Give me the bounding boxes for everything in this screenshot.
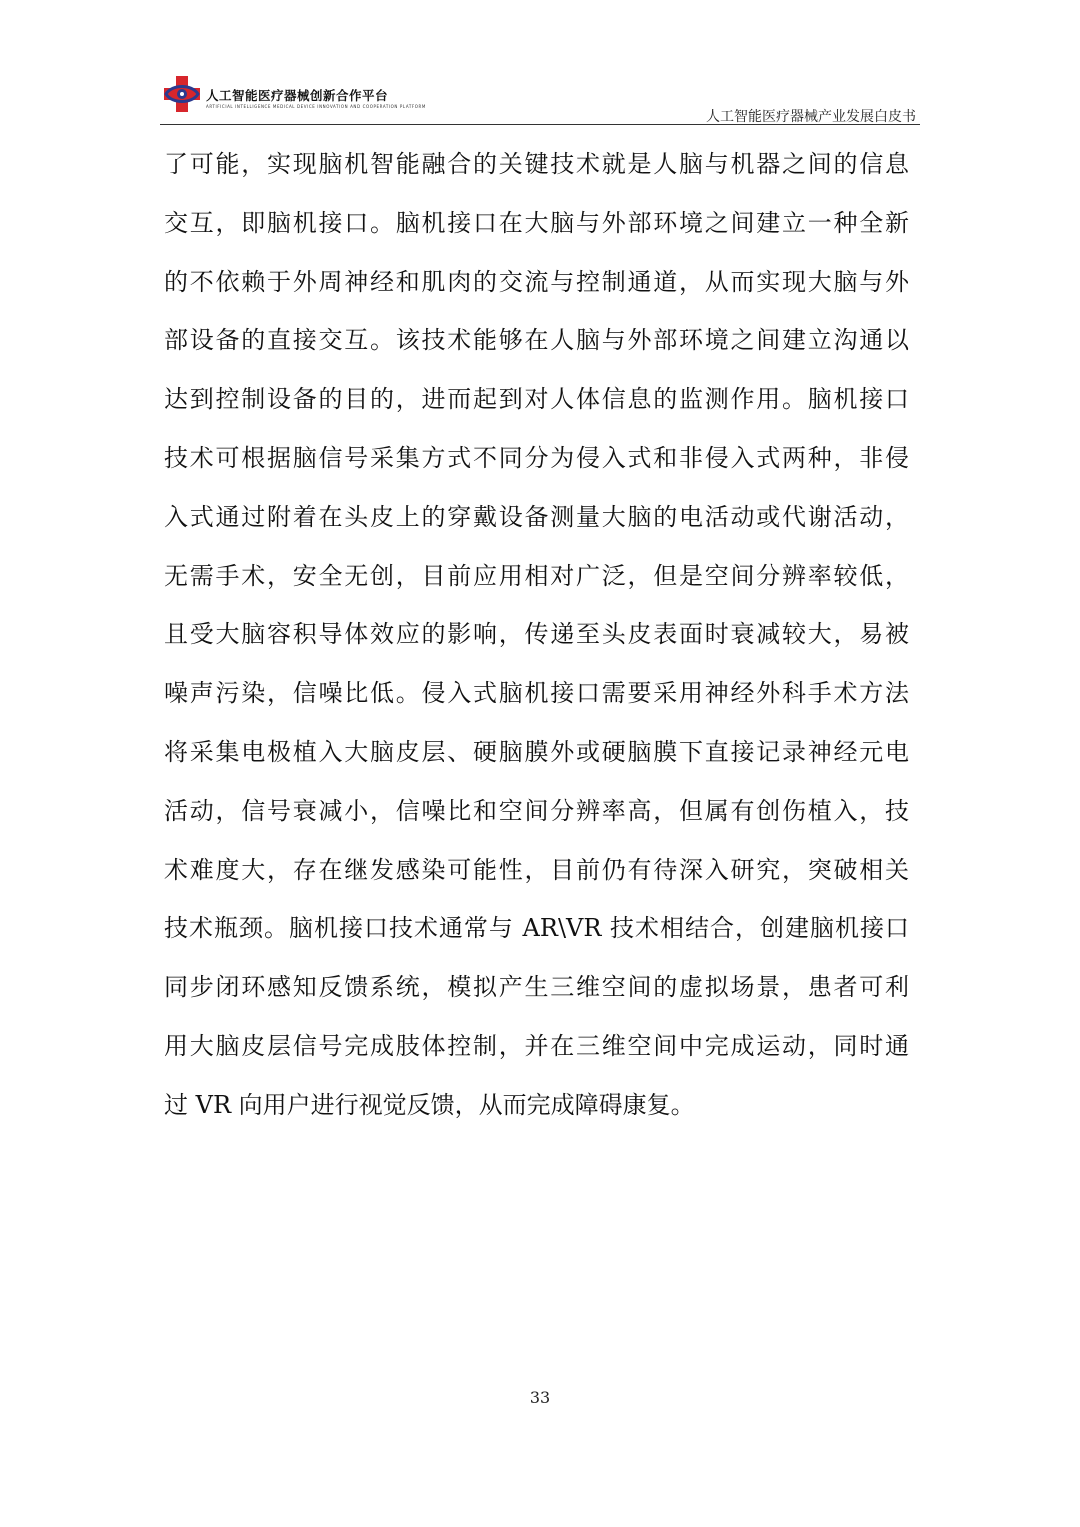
text-line: 噪声污染，信噪比低。侵入式脑机接口需要采用神经外科手术方法 — [164, 679, 909, 708]
org-name: 人工智能医疗器械创新合作平台 — [206, 88, 389, 103]
text-line: 了可能，实现脑机智能融合的关键技术就是人脑与机器之间的信息 — [164, 150, 909, 178]
header-divider — [160, 124, 920, 125]
text-line: 入式通过附着在头皮上的穿戴设备测量大脑的电活动或代谢活动， — [164, 502, 909, 531]
text-line: 技术瓶颈。脑机接口技术通常与 AR\VR 技术相结合，创建脑机接口 — [164, 914, 909, 943]
cross-logo-icon — [162, 74, 202, 114]
text-line: 且受大脑容积导体效应的影响，传递至头皮表面时衰减较大，易被 — [164, 620, 909, 649]
text-line: 术难度大，存在继发感染可能性，目前仍有待深入研究，突破相关 — [164, 855, 909, 884]
page-number: 33 — [529, 1388, 551, 1407]
text-line: 过 VR 向用户进行视觉反馈，从而完成障碍康复。 — [164, 1090, 695, 1119]
org-subtitle: ARTIFICIAL INTELLIGENCE MEDICAL DEVICE INNOVATION AND COOPERATION PLATFORM — [206, 104, 426, 109]
text-line: 的不依赖于外周神经和肌肉的交流与控制通道，从而实现大脑与外 — [164, 267, 909, 296]
text-line: 部设备的直接交互。该技术能够在人脑与外部环境之间建立沟通以 — [164, 326, 909, 355]
text-line: 用大脑皮层信号完成肢体控制，并在三维空间中完成运动，同时通 — [164, 1031, 909, 1060]
text-line: 无需手术，安全无创，目前应用相对广泛，但是空间分辨率较低， — [164, 561, 909, 590]
text-line: 将采集电极植入大脑皮层、硬脑膜外或硬脑膜下直接记录神经元电 — [164, 737, 909, 766]
document-title: 人工智能医疗器械产业发展白皮书 — [706, 109, 916, 125]
text-line: 交互，即脑机接口。脑机接口在大脑与外部环境之间建立一种全新 — [164, 208, 909, 237]
text-line: 同步闭环感知反馈系统，模拟产生三维空间的虚拟场景，患者可利 — [164, 973, 909, 1002]
page-header — [160, 70, 920, 125]
text-line: 活动，信号衰减小，信噪比和空间分辨率高，但属有创伤植入，技 — [164, 796, 909, 825]
text-line: 达到控制设备的目的，进而起到对人体信息的监测作用。脑机接口 — [164, 385, 909, 414]
text-line: 技术可根据脑信号采集方式不同分为侵入式和非侵入式两种，非侵 — [164, 443, 909, 472]
body-paragraph — [164, 135, 909, 1135]
